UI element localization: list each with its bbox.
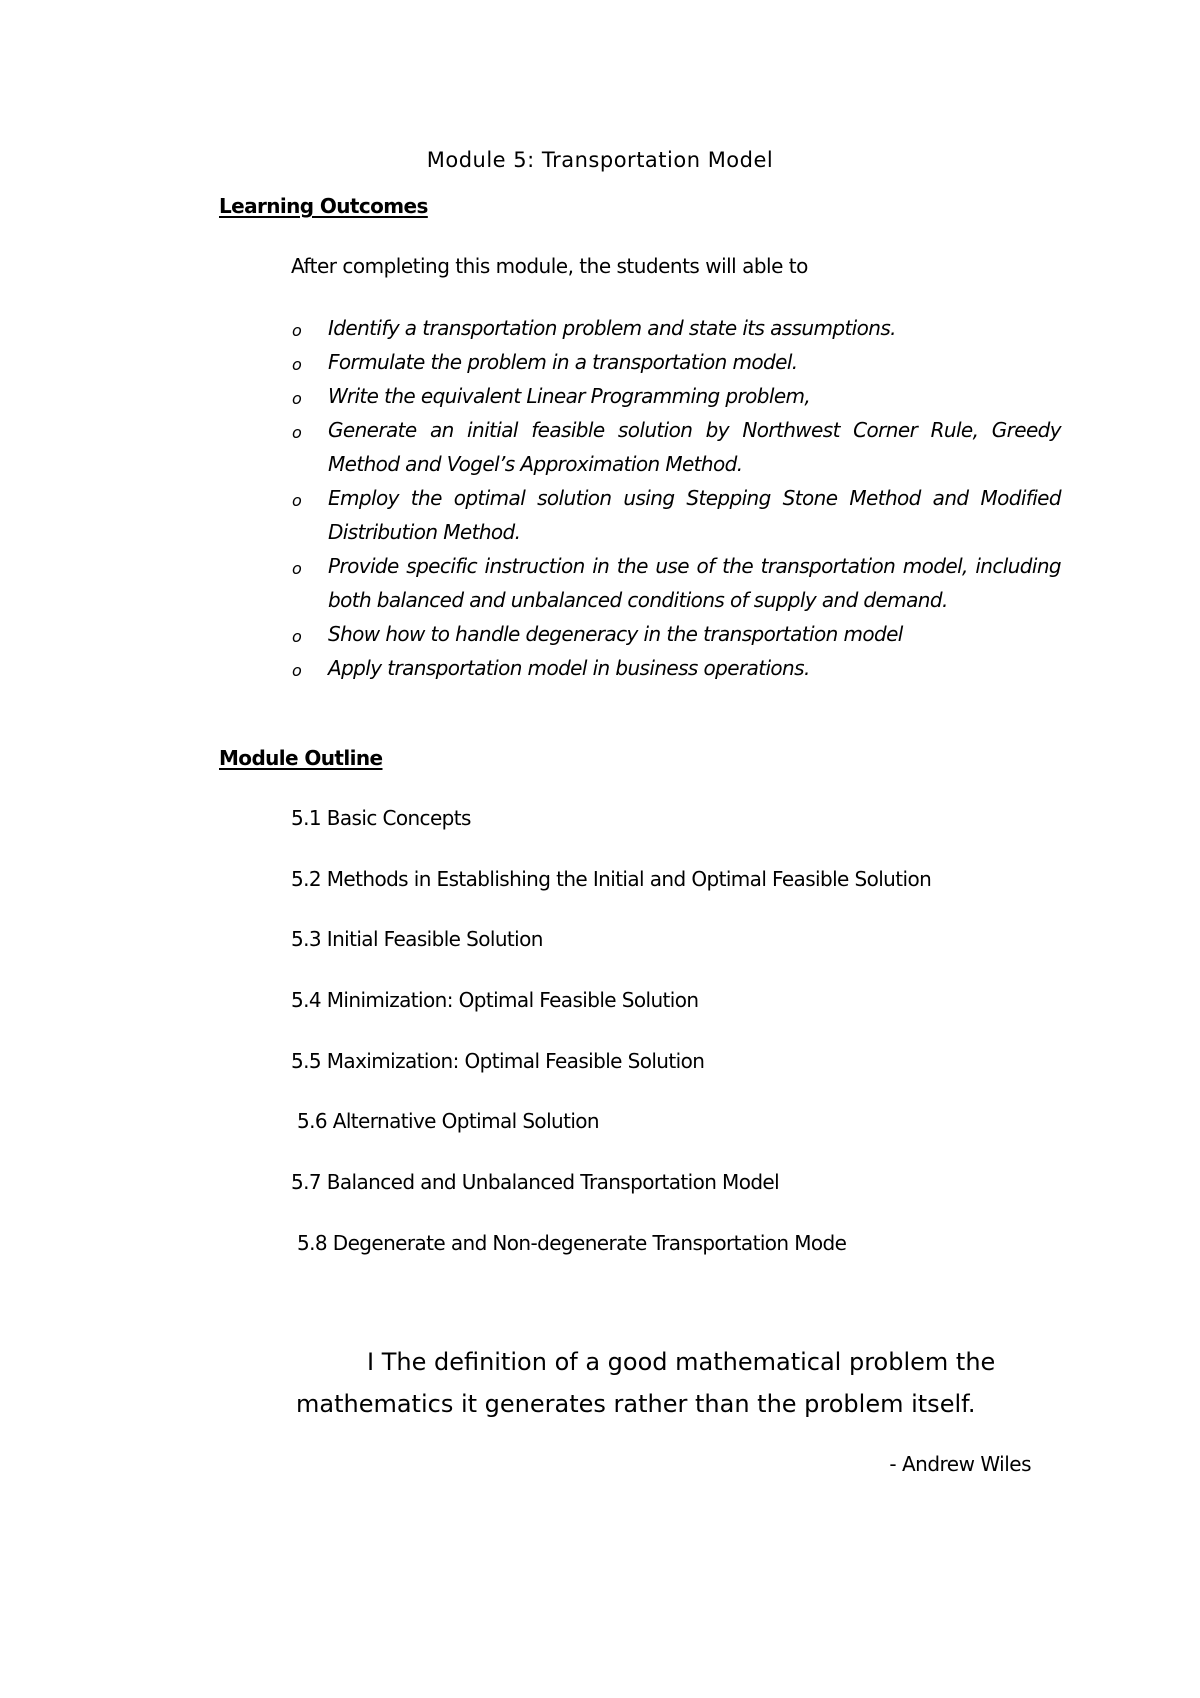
outline-item: 5.6 Alternative Optimal Solution <box>297 1109 600 1134</box>
bullet-icon: o <box>292 389 302 408</box>
module-outline-heading: Module Outline <box>219 746 383 770</box>
list-item <box>291 481 1061 549</box>
outcome-text: Formulate the problem in a transportation model. <box>328 350 798 374</box>
list-item <box>291 617 1061 651</box>
outcome-text: Generate an initial feasible solution by Northwest Corner Rule, Greedy Method and Vogel’s Approximation Method. <box>328 418 1061 476</box>
outline-item: 5.3 Initial Feasible Solution <box>291 927 543 952</box>
outcome-text: Identify a transportation problem and state its assumptions. <box>328 316 896 340</box>
bullet-icon: o <box>292 491 302 510</box>
bullet-icon: o <box>292 559 302 578</box>
outline-item: 5.5 Maximization: Optimal Feasible Solution <box>291 1048 705 1073</box>
outcome-text: Provide specific instruction in the use of the transportation model, including both balanced and unbalanced conditions of supply and demand. <box>328 554 1061 612</box>
page-title: Module 5: Transportation Model <box>426 148 774 172</box>
outcome-text: Apply transportation model in business operations. <box>328 656 810 680</box>
outline-item: 5.8 Degenerate and Non-degenerate Transportation Mode <box>297 1230 847 1255</box>
bullet-icon: o <box>292 661 302 680</box>
quote-block <box>296 1341 1016 1425</box>
list-item <box>291 413 1061 481</box>
quote-line: mathematics it generates rather than the problem itself. <box>296 1390 976 1418</box>
list-item <box>291 651 1061 685</box>
list-item <box>291 549 1061 617</box>
learning-outcomes-heading: Learning Outcomes <box>219 194 428 218</box>
outline-item: 5.1 Basic Concepts <box>291 806 471 830</box>
list-item <box>291 345 1061 379</box>
learning-outcomes-intro: After completing this module, the students will able to <box>291 254 808 278</box>
bullet-icon: o <box>292 321 302 340</box>
outline-item: 5.7 Balanced and Unbalanced Transportation Model <box>291 1170 780 1195</box>
bullet-icon: o <box>292 627 302 646</box>
module-outline-list <box>291 804 931 1290</box>
quote-author: - Andrew Wiles <box>889 1452 1031 1476</box>
outcome-text: Employ the optimal solution using Stepping Stone Method and Modified Distribution Method. <box>328 486 1061 544</box>
outline-item: 5.4 Minimization: Optimal Feasible Solution <box>291 988 699 1013</box>
outline-item: 5.2 Methods in Establishing the Initial and Optimal Feasible Solution <box>291 866 932 891</box>
list-item <box>291 379 1061 413</box>
quote-line: I The definition of a good mathematical problem the <box>367 1348 996 1376</box>
learning-outcomes-list <box>291 311 1061 685</box>
bullet-icon: o <box>292 423 302 442</box>
outcome-text: Write the equivalent Linear Programming problem, <box>328 384 811 408</box>
list-item <box>291 311 1061 345</box>
outcome-text: Show how to handle degeneracy in the transportation model <box>328 622 903 646</box>
bullet-icon: o <box>292 355 302 374</box>
